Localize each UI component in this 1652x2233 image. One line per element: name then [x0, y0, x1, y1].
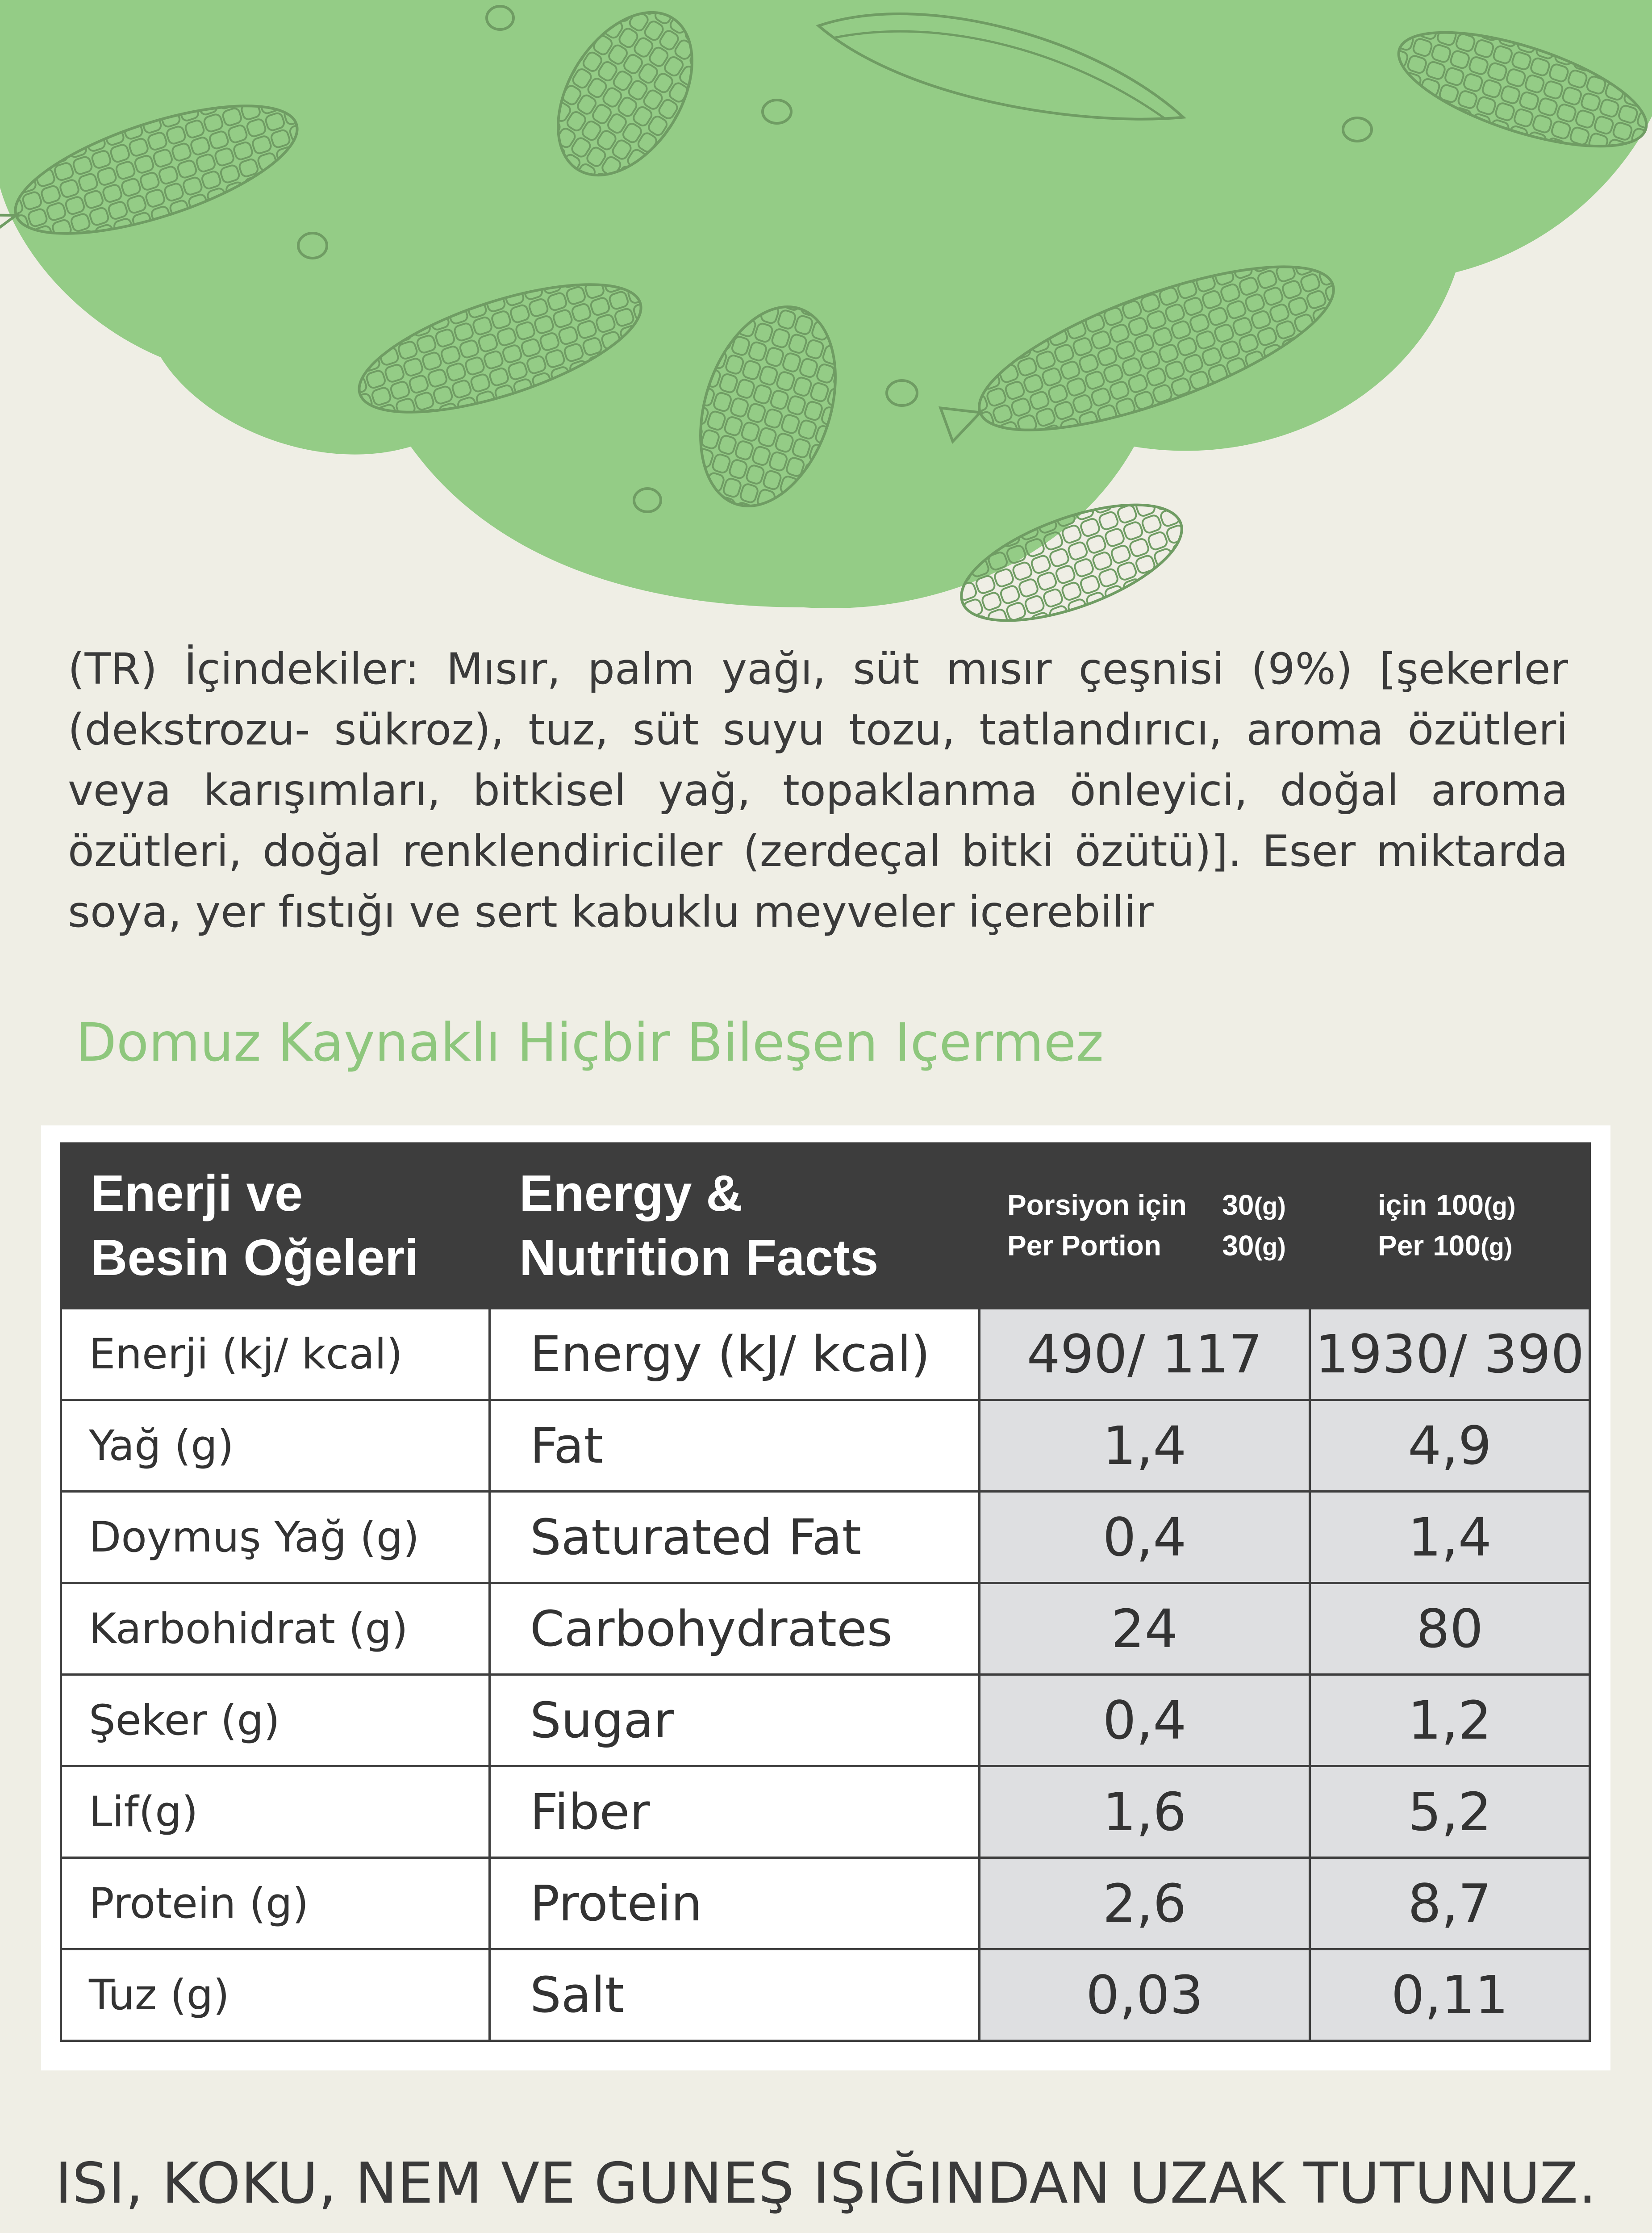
row-label-tr: Tuz (g): [61, 1949, 490, 2041]
table-header-row: [61, 1144, 1590, 1309]
row-label-tr: Yağ (g): [61, 1400, 490, 1492]
storage-note: ISI, KOKU, NEM VE GUNEŞ IŞIĞINDAN UZAK TUTUNUZ.: [55, 2150, 1597, 2216]
header-en: [490, 1144, 980, 1309]
table-row: [61, 1858, 1590, 1949]
header-per100: [1310, 1144, 1590, 1309]
table-row: [61, 1400, 1590, 1492]
row-value-per100: 80: [1310, 1583, 1590, 1675]
row-label-tr: Karbohidrat (g): [61, 1583, 490, 1675]
row-label-tr: Protein (g): [61, 1858, 490, 1949]
row-value-portion: 1,6: [980, 1766, 1310, 1858]
table-row: [61, 1766, 1590, 1858]
header-portion-tr: Porsiyon için: [1007, 1189, 1187, 1221]
header-unit: (g): [1254, 1192, 1286, 1220]
row-label-en: Saturated Fat: [490, 1492, 980, 1583]
row-label-en: Energy (kJ/ kcal): [490, 1309, 980, 1400]
table-row: [61, 1309, 1590, 1400]
row-value-portion: 0,03: [980, 1949, 1310, 2041]
header-unit: (g): [1480, 1233, 1513, 1261]
row-value-portion: 24: [980, 1583, 1310, 1675]
row-value-per100: 0,11: [1310, 1949, 1590, 2041]
row-value-per100: 5,2: [1310, 1766, 1590, 1858]
header-unit: (g): [1484, 1192, 1516, 1220]
row-label-en: Fat: [490, 1400, 980, 1492]
header-portion-en: Per Portion: [1007, 1229, 1161, 1262]
row-label-en: Salt: [490, 1949, 980, 2041]
header-en-line2: Nutrition Facts: [519, 1229, 879, 1286]
row-value-per100: 4,9: [1310, 1400, 1590, 1492]
row-value-portion: 1,4: [980, 1400, 1310, 1492]
nutrition-table: [60, 1142, 1591, 2042]
row-label-tr: Lif(g): [61, 1766, 490, 1858]
row-value-portion: 0,4: [980, 1492, 1310, 1583]
row-value-per100: 1,2: [1310, 1675, 1590, 1766]
header-en-line1: Energy &: [519, 1165, 743, 1222]
row-label-en: Fiber: [490, 1766, 980, 1858]
row-label-en: Sugar: [490, 1675, 980, 1766]
header-per100-tr: için: [1378, 1189, 1427, 1221]
row-value-portion: 490/ 117: [980, 1309, 1310, 1400]
row-label-tr: Doymuş Yağ (g): [61, 1492, 490, 1583]
ingredients-text: (TR) İçindekiler: Mısır, palm yağı, süt mısır çeşnisi (9%) [şekerler (dekstrozu- sükroz), tuz, süt suyu tozu, tatlandırıcı, aroma özütleri veya karışımları, bitkisel yağ, topaklanma önleyici, doğal aroma özütleri, doğal renklendiriciler (zerdeçal bitki özütü)]. Eser miktarda soya, yer fıstığı ve sert kabuklu meyveler içerebilir: [68, 644, 1568, 937]
header-tr: [61, 1144, 490, 1309]
row-label-tr: Enerji (kj/ kcal): [61, 1309, 490, 1400]
row-value-per100: 8,7: [1310, 1858, 1590, 1949]
table-row: [61, 1583, 1590, 1675]
header-portion-en-amount: 30: [1222, 1229, 1254, 1262]
header-per100-en-amount: 100: [1433, 1229, 1481, 1262]
table-row: [61, 1949, 1590, 2041]
green-cloud-shape: [0, 0, 1652, 608]
table-row: [61, 1492, 1590, 1583]
row-value-per100: 1930/ 390: [1310, 1309, 1590, 1400]
row-label-tr: Şeker (g): [61, 1675, 490, 1766]
row-value-portion: 2,6: [980, 1858, 1310, 1949]
header-unit: (g): [1254, 1233, 1286, 1261]
row-label-en: Protein: [490, 1858, 980, 1949]
halal-note: Domuz Kaynaklı Hiçbir Bileşen Içermez: [76, 1012, 1104, 1073]
nutrition-table-panel: [41, 1125, 1610, 2070]
header-portion: [980, 1144, 1310, 1309]
table-row: [61, 1675, 1590, 1766]
row-value-portion: 0,4: [980, 1675, 1310, 1766]
header-portion-tr-amount: 30: [1222, 1189, 1254, 1221]
header-per100-tr-amount: 100: [1436, 1189, 1484, 1221]
corn-illustration-banner: [0, 0, 1652, 625]
header-tr-line1: Enerji ve: [91, 1165, 303, 1222]
header-tr-line2: Besin Oğeleri: [91, 1229, 419, 1286]
header-per100-en: Per: [1378, 1229, 1424, 1262]
row-value-per100: 1,4: [1310, 1492, 1590, 1583]
row-label-en: Carbohydrates: [490, 1583, 980, 1675]
